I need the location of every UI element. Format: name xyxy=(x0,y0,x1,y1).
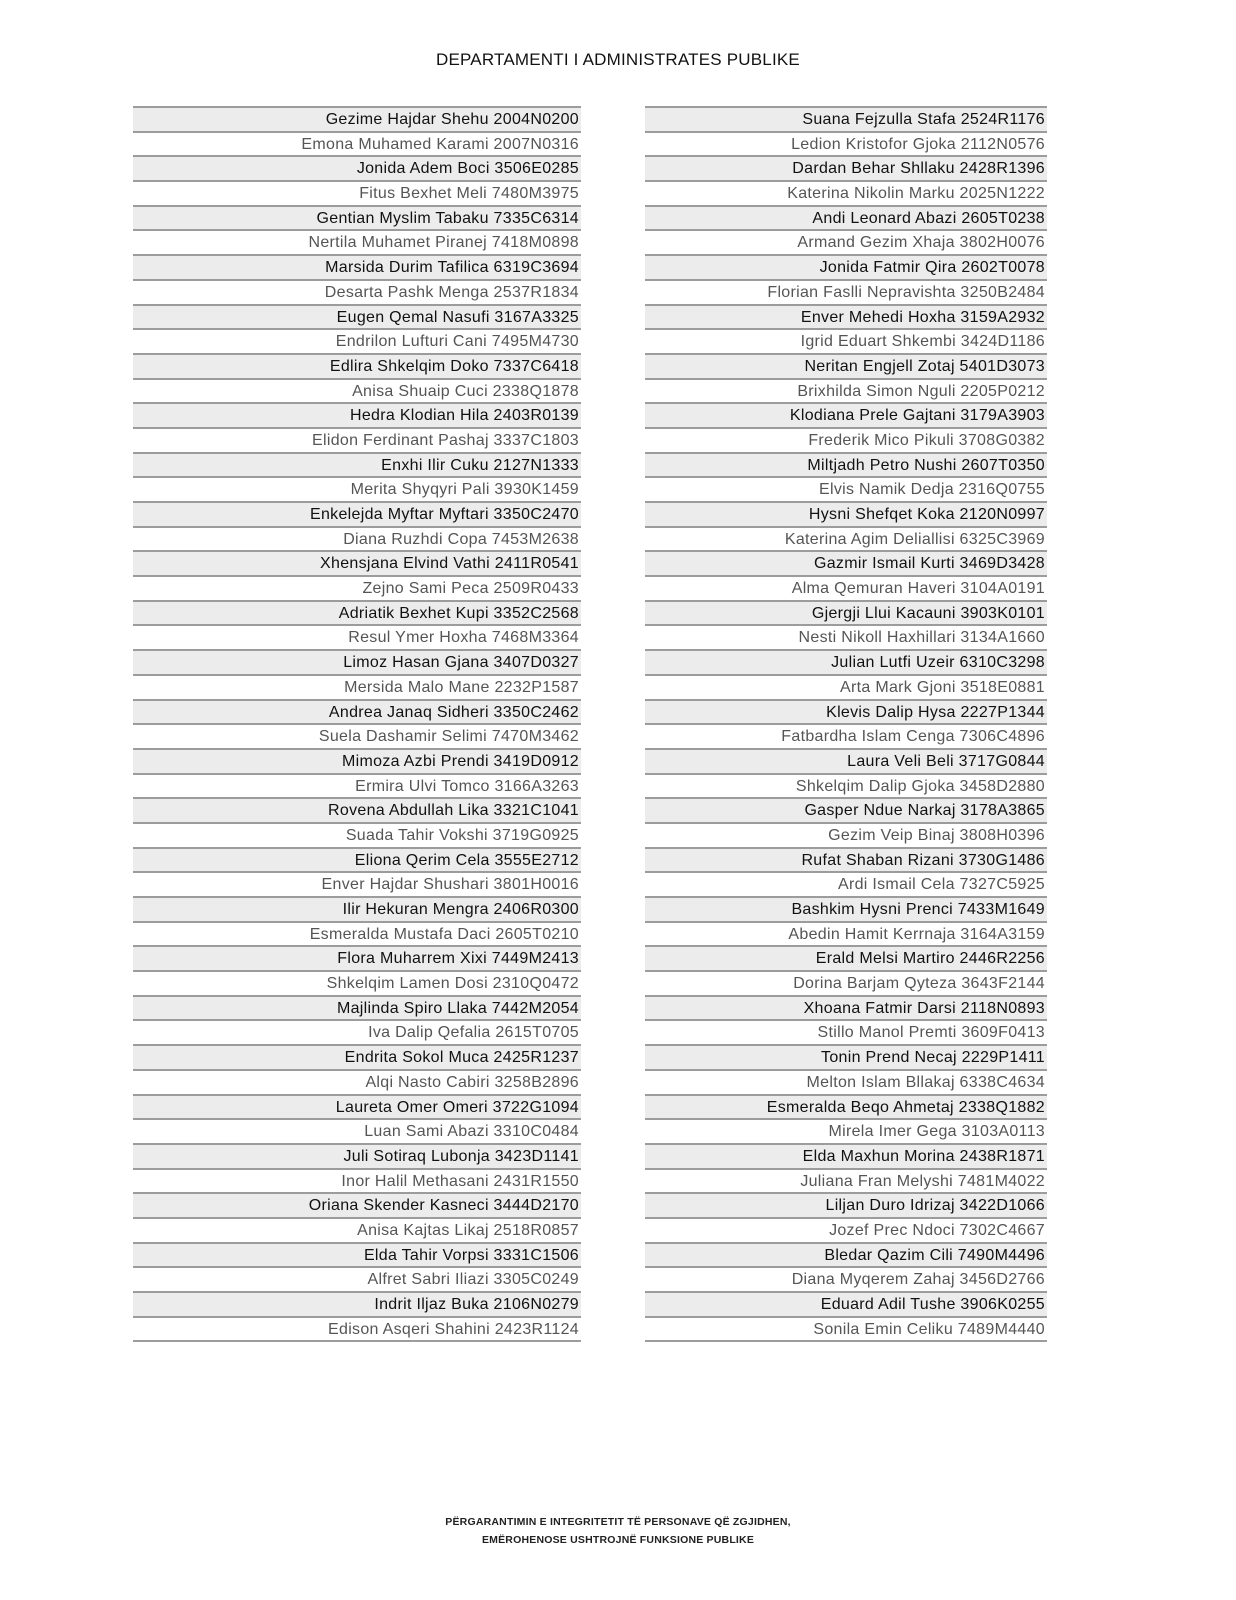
list-item xyxy=(133,155,581,180)
person-entry: Endrilon Lufturi Cani 7495M4730 xyxy=(335,333,579,351)
person-entry: Miltjadh Petro Nushi 2607T0350 xyxy=(807,456,1045,474)
person-entry: Iva Dalip Qefalia 2615T0705 xyxy=(368,1024,579,1042)
person-entry: Elidon Ferdinant Pashaj 3337C1803 xyxy=(312,431,579,449)
list-item xyxy=(645,1316,1047,1341)
left-name-list xyxy=(133,106,581,1342)
person-entry: Eugen Qemal Nasufi 3167A3325 xyxy=(336,308,579,326)
list-item xyxy=(133,674,581,699)
list-bottom-rule xyxy=(645,1340,1047,1342)
list-item xyxy=(645,353,1047,378)
person-entry: Brixhilda Simon Nguli 2205P0212 xyxy=(797,382,1045,400)
person-entry: Abedin Hamit Kerrnaja 3164A3159 xyxy=(788,925,1045,943)
person-entry: Fatbardha Islam Cenga 7306C4896 xyxy=(781,728,1045,746)
person-entry: Armand Gezim Xhaja 3802H0076 xyxy=(797,234,1045,252)
person-entry: Laureta Omer Omeri 3722G1094 xyxy=(335,1098,579,1116)
person-entry: Indrit Iljaz Buka 2106N0279 xyxy=(374,1296,579,1313)
list-item xyxy=(645,1266,1047,1291)
person-entry: Fitus Bexhet Meli 7480M3975 xyxy=(359,185,579,203)
list-item xyxy=(133,1242,581,1267)
person-entry: Katerina Agim Deliallisi 6325C3969 xyxy=(784,530,1045,548)
person-entry: Enver Hajdar Shushari 3801H0016 xyxy=(321,876,579,894)
list-item xyxy=(133,1069,581,1094)
list-item xyxy=(133,649,581,674)
person-entry: Laura Veli Beli 3717G0844 xyxy=(847,752,1045,770)
person-entry: Diana Ruzhdi Copa 7453M2638 xyxy=(343,530,579,548)
list-item xyxy=(133,1019,581,1044)
person-entry: Klodiana Prele Gajtani 3179A3903 xyxy=(789,407,1045,425)
person-entry: Enxhi Ilir Cuku 2127N1333 xyxy=(381,456,579,474)
list-item xyxy=(133,452,581,477)
person-entry: Gezime Hajdar Shehu 2004N0200 xyxy=(325,111,579,128)
person-entry: Florian Faslli Nepravishta 3250B2484 xyxy=(767,283,1045,301)
person-entry: Adriatik Bexhet Kupi 3352C2568 xyxy=(338,604,579,622)
list-item xyxy=(133,1168,581,1193)
person-entry: Diana Myqerem Zahaj 3456D2766 xyxy=(791,1271,1045,1289)
list-item xyxy=(133,106,581,131)
person-entry: Andrea Janaq Sidheri 3350C2462 xyxy=(328,703,579,721)
list-item xyxy=(645,1217,1047,1242)
person-entry: Gasper Ndue Narkaj 3178A3865 xyxy=(804,802,1045,820)
list-item xyxy=(645,773,1047,798)
page-title: DEPARTAMENTI I ADMINISTRATES PUBLIKE xyxy=(436,50,800,69)
footer xyxy=(0,1513,1236,1549)
list-item xyxy=(645,402,1047,427)
list-item xyxy=(133,1044,581,1069)
person-entry: Jozef Prec Ndoci 7302C4667 xyxy=(829,1221,1045,1239)
list-item xyxy=(645,550,1047,575)
list-item xyxy=(133,1316,581,1341)
person-entry: Edlira Shkelqim Doko 7337C6418 xyxy=(329,357,579,375)
list-item xyxy=(645,847,1047,872)
list-item xyxy=(133,871,581,896)
list-item xyxy=(133,353,581,378)
person-entry: Oriana Skender Kasneci 3444D2170 xyxy=(308,1197,579,1215)
list-item xyxy=(133,1118,581,1143)
list-item xyxy=(133,748,581,773)
person-entry: Edison Asqeri Shahini 2423R1124 xyxy=(328,1320,579,1338)
person-entry: Ilir Hekuran Mengra 2406R0300 xyxy=(342,901,579,918)
person-entry: Klevis Dalip Hysa 2227P1344 xyxy=(826,703,1045,721)
person-entry: Rovena Abdullah Lika 3321C1041 xyxy=(328,802,579,820)
person-entry: Elda Tahir Vorpsi 3331C1506 xyxy=(363,1246,579,1264)
person-entry: Shkelqim Lamen Dosi 2310Q0472 xyxy=(326,975,579,993)
person-entry: Neritan Engjell Zotaj 5401D3073 xyxy=(804,357,1045,375)
list-item xyxy=(645,328,1047,353)
person-entry: Dardan Behar Shllaku 2428R1396 xyxy=(792,160,1045,178)
person-entry: Ermira Ulvi Tomco 3166A3263 xyxy=(355,777,579,795)
list-item xyxy=(645,723,1047,748)
person-entry: Anisa Shuaip Cuci 2338Q1878 xyxy=(352,382,579,400)
person-entry: Enkelejda Myftar Myftari 3350C2470 xyxy=(310,506,579,523)
person-entry: Katerina Nikolin Marku 2025N1222 xyxy=(787,185,1045,203)
list-item xyxy=(645,748,1047,773)
list-item xyxy=(133,600,581,625)
list-item xyxy=(133,205,581,230)
list-item xyxy=(645,822,1047,847)
person-entry: Nertila Muhamet Piranej 7418M0898 xyxy=(308,234,579,252)
person-entry: Juliana Fran Melyshi 7481M4022 xyxy=(800,1172,1045,1190)
list-item xyxy=(645,624,1047,649)
list-item xyxy=(645,1291,1047,1316)
list-item xyxy=(133,378,581,403)
list-item xyxy=(133,1094,581,1119)
person-entry: Flora Muharrem Xixi 7449M2413 xyxy=(337,950,579,968)
person-entry: Juli Sotiraq Lubonja 3423D1141 xyxy=(343,1147,579,1165)
person-entry: Liljan Duro Idrizaj 3422D1066 xyxy=(825,1197,1045,1215)
person-entry: Igrid Eduart Shkembi 3424D1186 xyxy=(800,333,1045,351)
list-item xyxy=(645,131,1047,156)
list-item xyxy=(133,476,581,501)
list-item xyxy=(645,921,1047,946)
list-item xyxy=(645,180,1047,205)
list-item xyxy=(133,1291,581,1316)
person-entry: Ardi Ismail Cela 7327C5925 xyxy=(837,876,1045,894)
person-entry: Sonila Emin Celiku 7489M4440 xyxy=(813,1320,1045,1338)
right-name-list xyxy=(645,106,1047,1342)
list-item xyxy=(645,1069,1047,1094)
person-entry: Julian Lutfi Uzeir 6310C3298 xyxy=(831,654,1045,672)
list-item xyxy=(133,1217,581,1242)
footer-line-2: EMËROHENOSE USHTROJNË FUNKSIONE PUBLIKE xyxy=(481,1534,755,1546)
person-entry: Alqi Nasto Cabiri 3258B2896 xyxy=(365,1073,579,1091)
list-item xyxy=(645,1242,1047,1267)
list-item xyxy=(133,723,581,748)
person-entry: Jonida Adem Boci 3506E0285 xyxy=(356,160,579,178)
person-entry: Tonin Prend Necaj 2229P1411 xyxy=(821,1049,1045,1067)
list-item xyxy=(645,1094,1047,1119)
person-entry: Merita Shyqyri Pali 3930K1459 xyxy=(350,481,579,499)
person-entry: Resul Ymer Hoxha 7468M3364 xyxy=(348,629,579,647)
person-entry: Gezim Veip Binaj 3808H0396 xyxy=(828,826,1045,844)
list-item xyxy=(133,328,581,353)
list-item xyxy=(133,279,581,304)
list-item xyxy=(645,1044,1047,1069)
list-item xyxy=(133,896,581,921)
list-item xyxy=(645,600,1047,625)
list-item xyxy=(133,822,581,847)
person-entry: Nesti Nikoll Haxhillari 3134A1660 xyxy=(798,629,1045,647)
list-item xyxy=(133,995,581,1020)
list-item xyxy=(133,624,581,649)
person-entry: Gjergji Llui Kacauni 3903K0101 xyxy=(811,604,1045,622)
list-item xyxy=(645,649,1047,674)
list-item xyxy=(133,131,581,156)
list-item xyxy=(645,279,1047,304)
person-entry: Hedra Klodian Hila 2403R0139 xyxy=(350,407,579,425)
list-item xyxy=(133,254,581,279)
list-item xyxy=(133,921,581,946)
list-item xyxy=(133,970,581,995)
list-item xyxy=(645,229,1047,254)
person-entry: Gentian Myslim Tabaku 7335C6314 xyxy=(316,209,579,227)
person-entry: Esmeralda Mustafa Daci 2605T0210 xyxy=(309,925,579,943)
person-entry: Marsida Durim Tafilica 6319C3694 xyxy=(325,259,579,277)
person-entry: Arta Mark Gjoni 3518E0881 xyxy=(840,678,1045,696)
list-item xyxy=(133,773,581,798)
person-entry: Andi Leonard Abazi 2605T0238 xyxy=(812,209,1045,227)
list-item xyxy=(645,797,1047,822)
list-item xyxy=(645,526,1047,551)
list-item xyxy=(133,427,581,452)
list-item xyxy=(645,896,1047,921)
person-entry: Elda Maxhun Morina 2438R1871 xyxy=(802,1147,1045,1165)
person-entry: Jonida Fatmir Qira 2602T0078 xyxy=(819,259,1045,277)
person-entry: Enver Mehedi Hoxha 3159A2932 xyxy=(800,308,1045,326)
list-item xyxy=(645,106,1047,131)
person-entry: Ledion Kristofor Gjoka 2112N0576 xyxy=(791,135,1045,153)
list-item xyxy=(645,254,1047,279)
list-item xyxy=(133,1192,581,1217)
list-item xyxy=(645,1192,1047,1217)
person-entry: Endrita Sokol Muca 2425R1237 xyxy=(344,1049,579,1067)
person-entry: Anisa Kajtas Likaj 2518R0857 xyxy=(357,1221,579,1239)
person-entry: Elvis Namik Dedja 2316Q0755 xyxy=(819,481,1045,499)
person-entry: Eduard Adil Tushe 3906K0255 xyxy=(820,1296,1045,1313)
list-item xyxy=(645,304,1047,329)
list-item xyxy=(645,674,1047,699)
footer-line-1: PËRGARANTIMIN E INTEGRITETIT TË PERSONAVE QË ZGJIDHEN, xyxy=(445,1516,791,1528)
list-item xyxy=(645,1019,1047,1044)
list-item xyxy=(133,526,581,551)
list-item xyxy=(133,945,581,970)
person-entry: Shkelqim Dalip Gjoka 3458D2880 xyxy=(795,777,1045,795)
person-entry: Mimoza Azbi Prendi 3419D0912 xyxy=(342,752,579,770)
person-entry: Gazmir Ismail Kurti 3469D3428 xyxy=(813,555,1045,573)
person-entry: Bledar Qazim Cili 7490M4496 xyxy=(824,1246,1045,1264)
list-item xyxy=(645,1118,1047,1143)
person-entry: Luan Sami Abazi 3310C0484 xyxy=(364,1123,579,1141)
list-item xyxy=(645,1168,1047,1193)
list-item xyxy=(645,699,1047,724)
person-entry: Xhoana Fatmir Darsi 2118N0893 xyxy=(803,999,1045,1017)
person-entry: Dorina Barjam Qyteza 3643F2144 xyxy=(793,975,1045,993)
list-item xyxy=(645,378,1047,403)
list-item xyxy=(133,575,581,600)
person-entry: Rufat Shaban Rizani 3730G1486 xyxy=(801,851,1045,869)
person-entry: Alfret Sabri Iliazi 3305C0249 xyxy=(367,1271,579,1289)
list-bottom-rule xyxy=(133,1340,581,1342)
list-item xyxy=(645,205,1047,230)
list-item xyxy=(645,995,1047,1020)
list-item xyxy=(133,1143,581,1168)
person-entry: Bashkim Hysni Prenci 7433M1649 xyxy=(791,901,1045,918)
list-item xyxy=(133,229,581,254)
list-item xyxy=(133,402,581,427)
person-entry: Mersida Malo Mane 2232P1587 xyxy=(344,678,579,696)
person-entry: Erald Melsi Martiro 2446R2256 xyxy=(815,950,1045,968)
person-entry: Suela Dashamir Selimi 7470M3462 xyxy=(318,728,579,746)
list-item xyxy=(645,501,1047,526)
person-entry: Majlinda Spiro Llaka 7442M2054 xyxy=(336,999,579,1017)
list-item xyxy=(133,304,581,329)
list-item xyxy=(133,797,581,822)
person-entry: Suana Fejzulla Stafa 2524R1176 xyxy=(802,111,1045,128)
list-item xyxy=(133,180,581,205)
person-entry: Eliona Qerim Cela 3555E2712 xyxy=(354,851,579,869)
list-item xyxy=(645,1143,1047,1168)
person-entry: Esmeralda Beqo Ahmetaj 2338Q1882 xyxy=(766,1098,1045,1116)
person-entry: Stillo Manol Premti 3609F0413 xyxy=(817,1024,1045,1042)
person-entry: Mirela Imer Gega 3103A0113 xyxy=(828,1123,1045,1141)
list-item xyxy=(133,1266,581,1291)
person-entry: Hysni Shefqet Koka 2120N0997 xyxy=(808,506,1045,523)
person-entry: Suada Tahir Vokshi 3719G0925 xyxy=(345,826,579,844)
person-entry: Inor Halil Methasani 2431R1550 xyxy=(341,1172,579,1190)
list-item xyxy=(133,501,581,526)
person-entry: Frederik Mico Pikuli 3708G0382 xyxy=(808,431,1045,449)
person-entry: Limoz Hasan Gjana 3407D0327 xyxy=(343,654,579,672)
list-item xyxy=(133,550,581,575)
list-item xyxy=(645,871,1047,896)
list-item xyxy=(645,476,1047,501)
person-entry: Zejno Sami Peca 2509R0433 xyxy=(362,580,579,598)
list-item xyxy=(645,945,1047,970)
person-entry: Desarta Pashk Menga 2537R1834 xyxy=(324,283,579,301)
person-entry: Xhensjana Elvind Vathi 2411R0541 xyxy=(320,555,579,573)
person-entry: Alma Qemuran Haveri 3104A0191 xyxy=(791,580,1045,598)
list-item xyxy=(645,427,1047,452)
list-item xyxy=(645,575,1047,600)
list-item xyxy=(133,847,581,872)
list-item xyxy=(645,970,1047,995)
list-item xyxy=(645,155,1047,180)
person-entry: Emona Muhamed Karami 2007N0316 xyxy=(301,135,579,153)
list-item xyxy=(133,699,581,724)
list-item xyxy=(645,452,1047,477)
person-entry: Melton Islam Bllakaj 6338C4634 xyxy=(806,1073,1045,1091)
